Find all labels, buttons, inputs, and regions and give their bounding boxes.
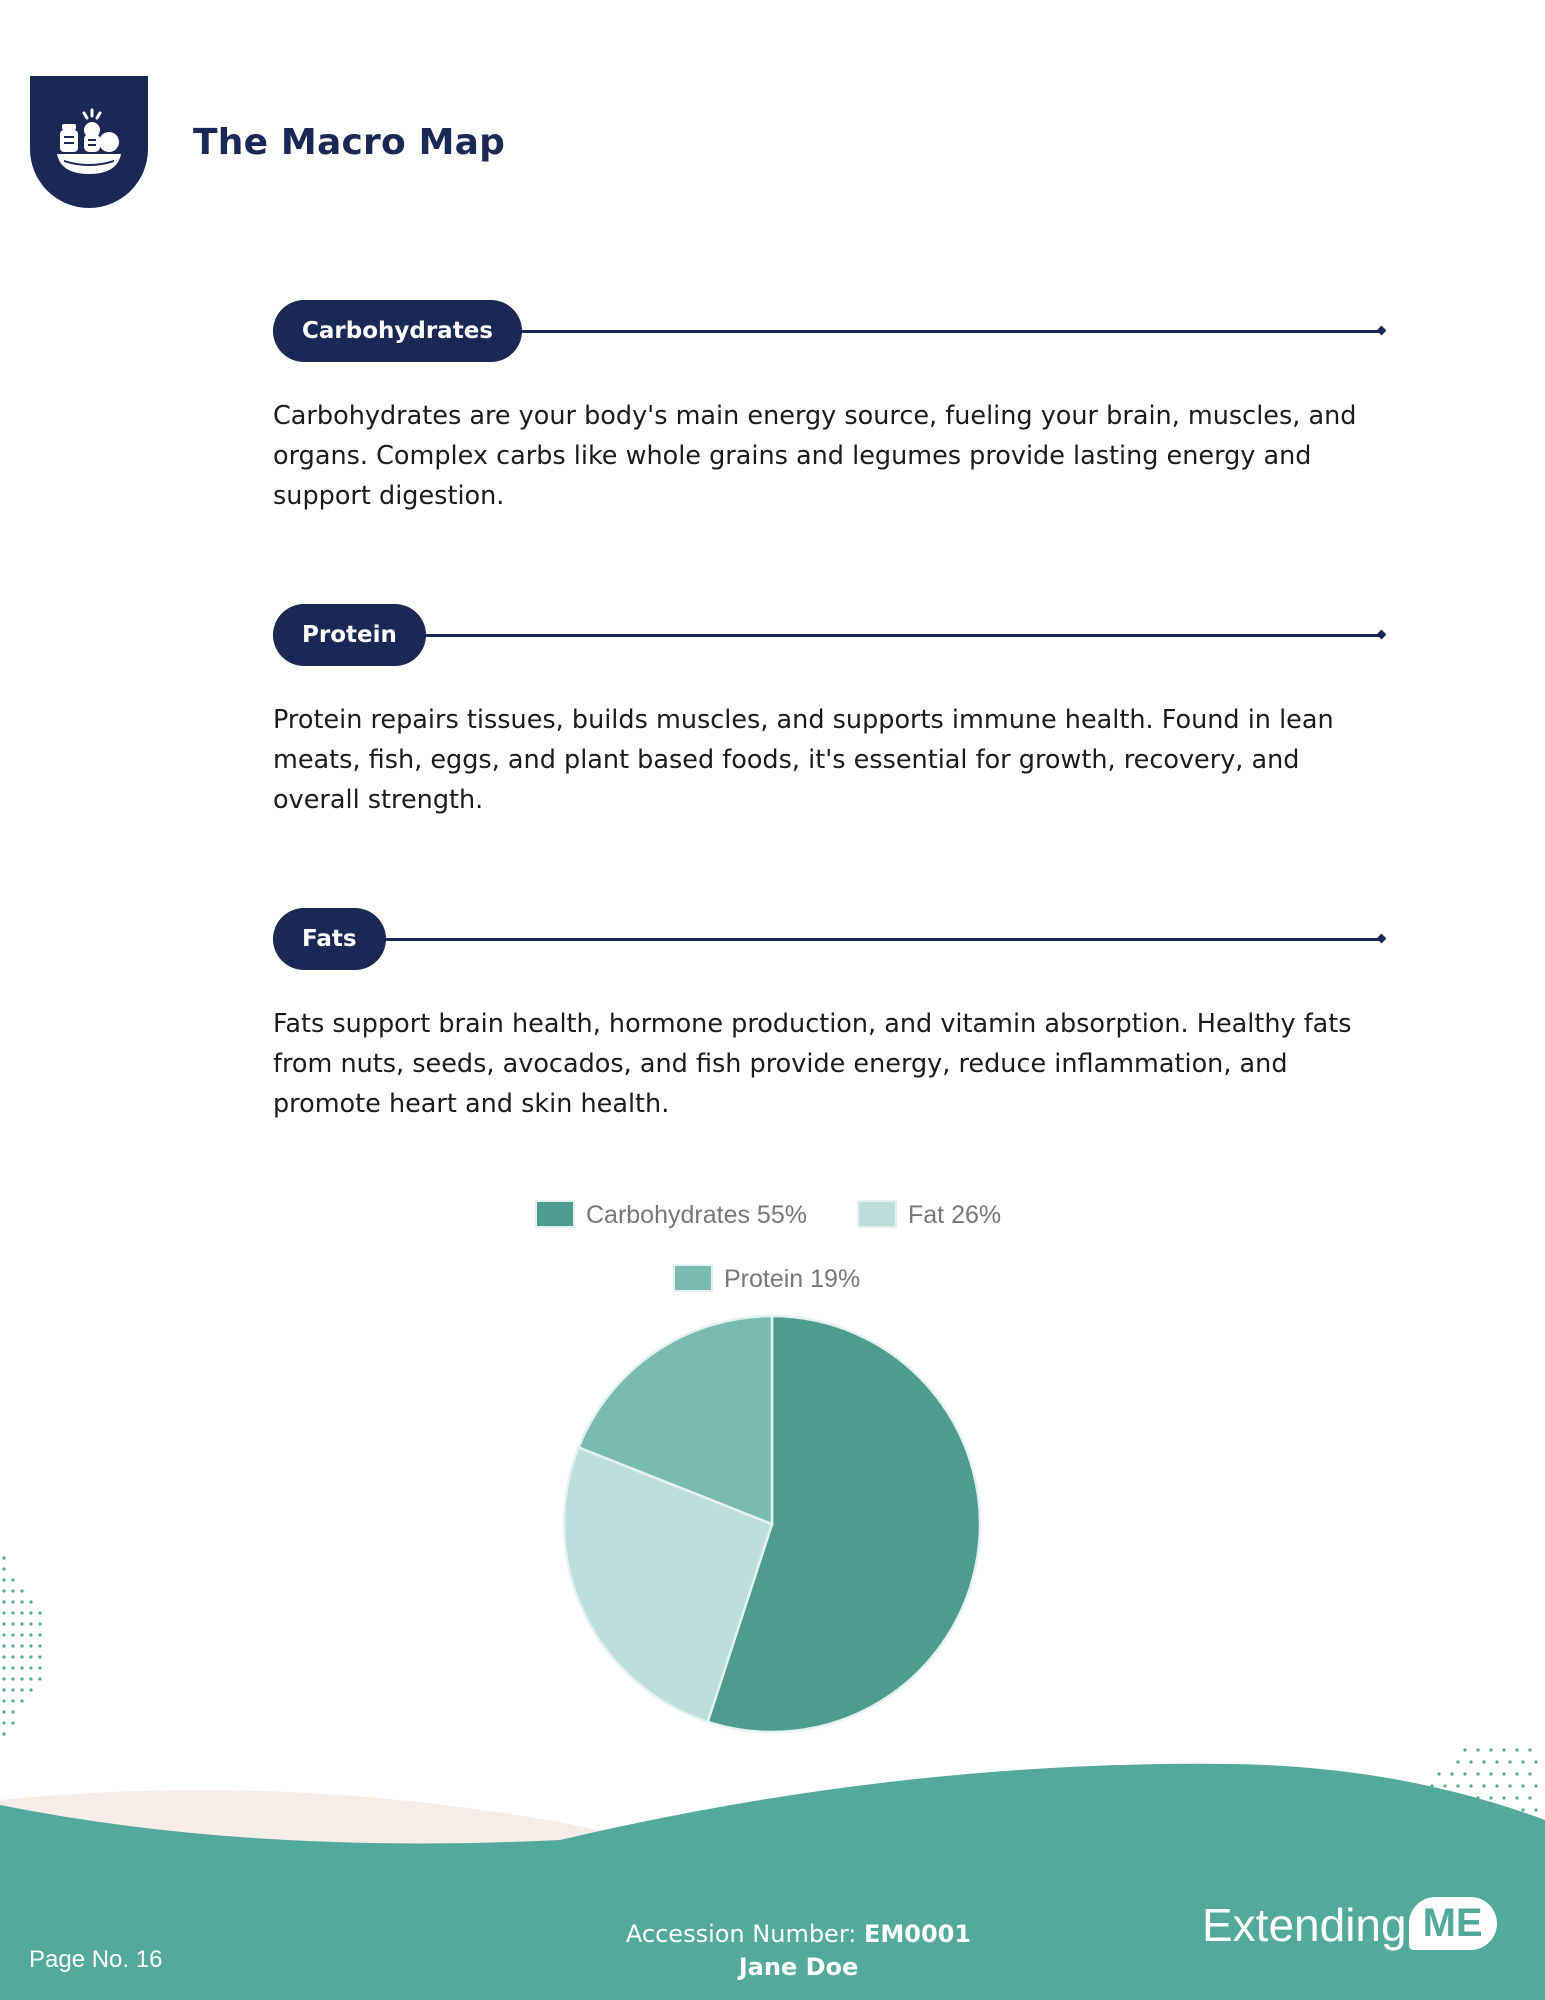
section-divider <box>273 938 1383 941</box>
decorative-dot <box>20 1622 23 1625</box>
decorative-dot <box>29 1677 32 1680</box>
decorative-dot <box>29 1666 32 1669</box>
decorative-dot <box>2 1732 5 1735</box>
decorative-dot <box>29 1600 32 1603</box>
decorative-dot <box>11 1611 14 1614</box>
decorative-dot <box>20 1655 23 1658</box>
decorative-dot <box>11 1600 14 1603</box>
brand-logo <box>1202 1893 1497 1963</box>
decorative-dot <box>2 1688 5 1691</box>
decorative-dot <box>20 1666 23 1669</box>
decorative-dot <box>11 1710 14 1713</box>
decorative-dot <box>20 1688 23 1691</box>
decorative-dot <box>29 1644 32 1647</box>
decorative-dot <box>20 1611 23 1614</box>
decorative-dots-left <box>0 1552 50 1752</box>
legend-swatch-0 <box>536 1201 574 1227</box>
decorative-dot <box>38 1622 41 1625</box>
section-text-protein: Protein repairs tissues, builds muscles, and supports immune health. Found in lean meats, fish, eggs, and plant based foods, it's essential for growth, recovery, and overall strength. <box>273 705 1334 815</box>
decorative-dot <box>20 1699 23 1702</box>
decorative-dot <box>2 1655 5 1658</box>
decorative-dot <box>29 1655 32 1658</box>
decorative-dot <box>20 1677 23 1680</box>
decorative-dot <box>20 1600 23 1603</box>
decorative-dot <box>2 1699 5 1702</box>
decorative-dot <box>2 1589 5 1592</box>
decorative-dot <box>2 1677 5 1680</box>
decorative-dot <box>29 1633 32 1636</box>
decorative-dot <box>2 1710 5 1713</box>
decorative-dot <box>38 1633 41 1636</box>
legend-label-0: Carbohydrates 55% <box>586 1201 807 1229</box>
decorative-dot <box>38 1666 41 1669</box>
decorative-dot <box>11 1688 14 1691</box>
section-text-fats: Fats support brain health, hormone production, and vitamin absorption. Healthy fats from nuts, seeds, avocados, and fish provide energy, reduce inflammation, and promote heart and skin health. <box>273 1009 1352 1119</box>
legend-label-1: Fat 26% <box>908 1201 1002 1229</box>
decorative-dot <box>11 1655 14 1658</box>
accession-label: Accession Number: <box>625 1920 864 1948</box>
decorative-dot <box>2 1556 5 1559</box>
decorative-dot <box>2 1633 5 1636</box>
decorative-dot <box>11 1721 14 1724</box>
section-text-carbohydrates: Carbohydrates are your body's main energy source, fueling your brain, muscles, and organs. Complex carbs like whole grains and legumes provide lasting energy and support digestion. <box>273 401 1357 511</box>
decorative-dot <box>2 1622 5 1625</box>
section-label-protein: Protein <box>273 604 426 666</box>
decorative-dot <box>2 1611 5 1614</box>
decorative-dot <box>29 1611 32 1614</box>
decorative-dot <box>11 1666 14 1669</box>
decorative-dot <box>20 1633 23 1636</box>
legend-label-2: Protein 19% <box>724 1265 861 1293</box>
section-label-fats: Fats <box>273 908 386 970</box>
decorative-dot <box>38 1677 41 1680</box>
decorative-dot <box>11 1633 14 1636</box>
decorative-dot <box>29 1622 32 1625</box>
decorative-dot <box>11 1699 14 1702</box>
page-number: Page No. 16 <box>29 1946 163 1973</box>
decorative-dot <box>11 1677 14 1680</box>
decorative-dot <box>20 1644 23 1647</box>
decorative-dot <box>11 1589 14 1592</box>
decorative-dot <box>2 1567 5 1570</box>
legend-swatch-2 <box>674 1265 712 1291</box>
decorative-dot <box>38 1655 41 1658</box>
brand-badge: ME <box>1409 1897 1497 1950</box>
section-divider <box>273 634 1383 637</box>
brand-text: Extending <box>1202 1899 1407 1951</box>
decorative-dot <box>2 1644 5 1647</box>
decorative-dot <box>11 1644 14 1647</box>
patient-name: Jane Doe <box>738 1953 859 1981</box>
decorative-dot <box>29 1688 32 1691</box>
accession-value: EM0001 <box>863 1920 972 1948</box>
decorative-dot <box>2 1721 5 1724</box>
decorative-dot <box>11 1578 14 1581</box>
legend-swatch-1 <box>858 1201 896 1227</box>
decorative-dot <box>2 1666 5 1669</box>
section-label-carbohydrates: Carbohydrates <box>273 300 522 362</box>
decorative-dot <box>20 1589 23 1592</box>
decorative-dot <box>2 1600 5 1603</box>
decorative-dot <box>38 1644 41 1647</box>
decorative-dot <box>38 1611 41 1614</box>
page-title: The Macro Map <box>193 122 506 163</box>
decorative-dot <box>2 1578 5 1581</box>
decorative-dot <box>11 1622 14 1625</box>
